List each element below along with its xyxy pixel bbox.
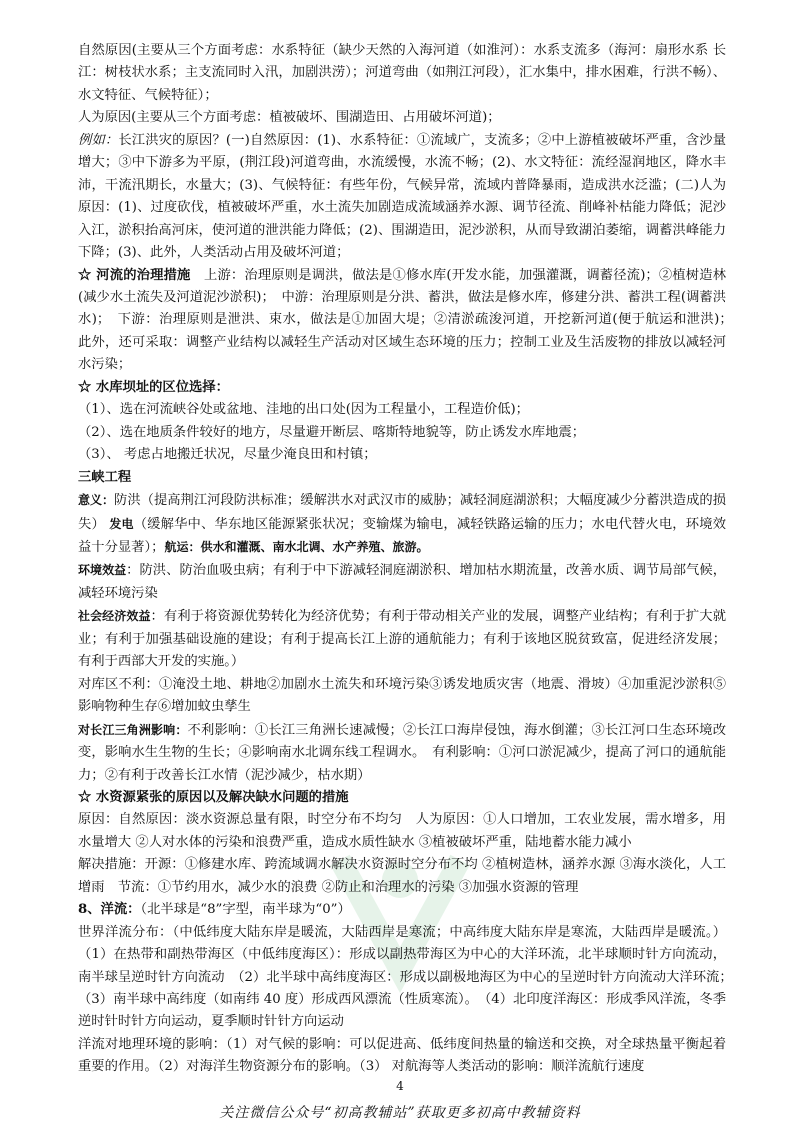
shipping-label: 航运： — [164, 539, 201, 554]
example-label: 例如： — [78, 132, 119, 148]
heading-ocean-currents: 8、洋流： — [78, 902, 141, 918]
dam-item-2: （2）、选在地质条件较好的地方，尽量避开断层、喀斯特地貌等，防止诱发水库地震； — [78, 424, 586, 440]
para-shortage-causes: 原因：自然原因：淡水资源总量有限，时空分布不均匀 人为原因：①人口增加，工农业发展，需水增多，用水量增大 ②人对水体的污染和浪费严重，造成水质性缺水 ③植被破坏严重，陆地蓄水能力减小 — [78, 812, 726, 850]
page-number: 4 — [396, 1079, 404, 1093]
para-socio-benefit: 社会经济效益：有利于将资源优势转化为经济优势；有利于带动相关产业的发展，调整产业结构；有利于扩大就业；有利于加强基础设施的建设；有利于提高长江上游的通航能力；有利于该地区脱贫致富，促进经济发展；有利于西部大开发的实施。） — [78, 609, 726, 670]
para-ocean-currents: 8、洋流：（北半球是“8”字型，南半球为“0”） — [78, 902, 351, 918]
para-river-treatment: ☆ 河流的治理措施 上游：治理原则是调洪，做法是①修水库(开发水能，加强灌溉，调蓄径流)；②植树造林(减少水土流失及河道泥沙淤积)； 中游：治理原则是分洪、蓄洪，做法是修水库，修建分洪、蓄洪工程(调蓄洪水)； 下游：治理原则是泄洪、束水，做法是①加固大堤；②清淤疏浚河道，开挖新河道(便于航运和泄洪)； 此外，还可采取：调整产业结构以减轻生产活动对区域生态环境的压力；控制工业及生活废物的排放以减轻河水污染； — [78, 267, 740, 373]
para-env-benefit: 环境效益：防洪、防治血吸虫病；有利于中下游减轻洞庭湖淤积、增加枯水期流量，改善水质、调节局部气候，减轻环境污染 — [78, 563, 726, 601]
env-benefit-label: 环境效益 — [78, 563, 127, 578]
heading-three-gorges: 三峡工程 — [78, 469, 132, 485]
power-label: 发电 — [109, 516, 134, 531]
para-natural-causes: 自然原因(主要从三个方面考虑：水系特征（缺少天然的入海河道（如淮河）：水系支流多（海河：扇形水系 长江：树枝状水系；主支流同时入汛，加剧洪涝）；河道弯曲（如荆江河段），汇水集中，排水困难，行洪不畅）、水文特征、气候特征）； — [78, 43, 726, 103]
para-current-impact: 洋流对地理环境的影响：（1）对气候的影响：可以促进高、低纬度间热量的输送和交换，对全球热量平衡起着重要的作用。（2）对海洋生物资源分布的影响。（3） 对航海等人类活动的影响：顺洋流航行速度 — [78, 1036, 726, 1075]
significance-label: 意义： — [78, 493, 115, 508]
delta-impact-label: 对长江三角洲影响： — [78, 722, 188, 737]
para-human-causes: 人为原因(主要从三个方面考虑：植被破坏、围湖造田、占用破坏河道)； — [78, 110, 501, 126]
dam-item-3: （3）、 考虑占地搬迁状况，尽量少淹良田和村镇； — [78, 447, 377, 463]
footer-note: 关注微信公众号“初高教辅站”获取更多初高中教辅资料 — [219, 1105, 581, 1121]
dam-item-1: （1）、选在河流峡谷处或盆地、洼地的出口处(因为工程量小，工程造价低)； — [78, 402, 529, 418]
para-example: 例如：长江洪灾的原因？(一)自然原因：(1)、水系特征：①流域广，支流多；②中上游植被破坏严重，含沙量增大；③中下游多为平原，(荆江段)河道弯曲，水流缓慢，水流不畅；(2)、水文特征：流经湿润地区，降水丰沛，干流汛期长，水量大；(3)、气候特征：有些年份，气候异常，流域内普降暴雨，造成洪水泛滥；(二)人为原因：(1)、过度砍伐，植被破坏严重，水土流失加剧造成流域涵养水源、调节径流、削峰补枯能力降低；泥沙入江，淤积抬高河床，使河道的泄洪能力降低；(2)、围湖造田，泥沙淤积，从而导致湖泊萎缩，调蓄洪峰能力下降；(3)、此外，人类活动占用及破坏河道； — [78, 132, 726, 261]
para-significance: 意义：防洪（提高荆江河段防洪标准；缓解洪水对武汉市的威胁；减轻洞庭湖淤积；大幅度减少分蓄洪造成的损失） 发电（缓解华中、华东地区能源紧张状况；变输煤为输电，减轻铁路运输的压力；水电代替火电，环境效益十分显著）；航运：供水和灌溉、南水北调、水产养殖、旅游。 — [78, 493, 726, 555]
heading-river-treatment: ☆ 河流的治理措施 — [78, 267, 191, 283]
para-shortage-solutions: 解决措施：开源：①修建水库、跨流域调水解决水资源时空分布不均 ②植树造林，涵养水源 ③海水淡化，人工增雨 节流：①节约用水，减少水的浪费 ②防止和治理水的污染 ③加强水资源的管理 — [78, 857, 726, 895]
socio-benefit-label: 社会经济效益 — [78, 609, 151, 624]
para-current-distribution: 世界洋流分布：（中低纬度大陆东岸是暖流，大陆西岸是寒流；中高纬度大陆东岸是寒流，大陆西岸是暖流。）（1）在热带和副热带海区（中低纬度海区）：形成以副热带海区为中心的大洋环流，北半球顺时针方向流动，南半球呈逆时针方向流动 （2）北半球中高纬度海区：形成以副极地海区为中心的呈逆时针方向流动大洋环流； （3）南半球中高纬度（如南纬 40 度）形成西风漂流（性质寒流）。 （4）北印度洋海区：形成季风洋流，冬季逆时针时针方向运动，夏季顺时针针方向运动 — [78, 924, 740, 1030]
main-text — [78, 40, 740, 1079]
para-reservoir-negative: 对库区不利：①淹没土地、耕地②加剧水土流失和环境污染③诱发地质灾害（地震、滑坡）④加重泥沙淤积⑤影响物种生存⑥增加蚊虫孳生 — [78, 676, 726, 715]
heading-dam-site: ☆ 水库坝址的区位选择： — [78, 379, 229, 395]
heading-water-shortage: ☆ 水资源紧张的原因以及解决缺水问题的措施 — [78, 789, 349, 805]
para-delta-impact: 对长江三角洲影响：不利影响：①长江三角洲长速减慢；②长江口海岸侵蚀，海水倒灌；③长江河口生态环境改变，影响水生生物的生长；④影响南水北调东线工程调水。 有利影响：①河口淤泥减少，提高了河口的通航能力；②有利于改善长江水情（泥沙减少，枯水期） — [78, 722, 726, 783]
